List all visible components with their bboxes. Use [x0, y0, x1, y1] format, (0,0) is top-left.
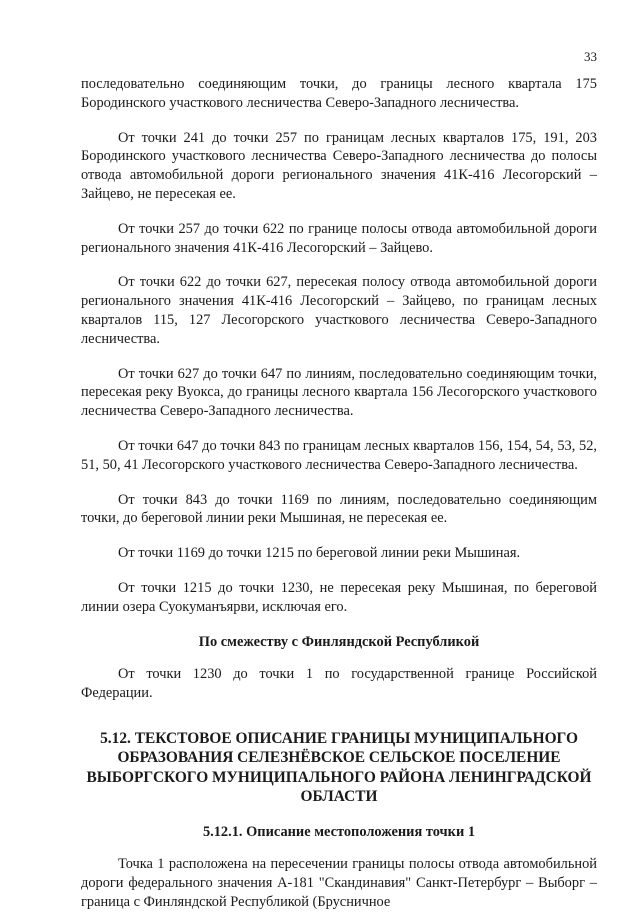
paragraph-continuation: последовательно соединяющим точки, до границы лесного квартала 175 Бородинского участкового лесничества Северо-Западного лесничества. [81, 76, 597, 111]
paragraph-1215-1230: От точки 1215 до точки 1230, не пересекая реку Мышиная, по береговой линии озера Суокуманъярви, исключая его. [81, 579, 597, 615]
paragraph-622-627: От точки 622 до точки 627, пересекая полосу отвода автомобильной дороги регионального значения 41К-416 Лесогорский – Зайцево, по границам лесных кварталов 115, 127 Лесогорского участкового лесничества Северо-Западного лесничества. [81, 274, 597, 347]
subheading-finland: По смежеству с Финляндской Республикой [198, 633, 480, 650]
paragraph-257-622: От точки 257 до точки 622 по границе полосы отвода автомобильной дороги регионального значения 41К-416 Лесогорский – Зайцево. [81, 220, 597, 256]
paragraph-1169-1215: От точки 1169 до точки 1215 по береговой линии реки Мышиная. [118, 545, 521, 562]
paragraph-1230-1: От точки 1230 до точки 1 по государственной границе Российской Федерации. [81, 666, 597, 702]
paragraph-241-257: От точки 241 до точки 257 по границам лесных кварталов 175, 191, 203 Бородинского участкового лесничества Северо-Западного лесничества до полосы отвода автомобильной дороги регионального значения 41К-416 Лесогорский – Зайцево, не пересекая ее. [81, 129, 597, 202]
subsection-title: 5.12.1. Описание местоположения точки 1 [202, 823, 476, 840]
paragraph-843-1169: От точки 843 до точки 1169 по линиям, последовательно соединяющим точки, до береговой линии реки Мышиная, не пересекая ее. [81, 491, 597, 527]
paragraph-647-843: От точки 647 до точки 843 по границам лесных кварталов 156, 154, 54, 53, 52, 51, 50, 41 Лесогорского участкового лесничества Северо-Западного лесничества. [81, 437, 597, 473]
paragraph-627-647: От точки 627 до точки 647 по линиям, последовательно соединяющим точки, пересекая реку Вуокса, до границы лесного квартала 156 Лесогорского участкового лесничества Северо-Западного лесничества. [81, 365, 597, 420]
page-number: 33 [584, 49, 597, 64]
section-title: 5.12. ТЕКСТОВОЕ ОПИСАНИЕ ГРАНИЦЫ МУНИЦИПАЛЬНОГО ОБРАЗОВАНИЯ СЕЛЕЗНЁВСКОЕ СЕЛЬСКОЕ ПОСЕЛЕНИЕ ВЫБОРГСКОГО МУНИЦИПАЛЬНОГО РАЙОНА ЛЕНИНГРАДСКОЙ ОБЛАСТИ [86, 729, 592, 806]
document-body [81, 75, 597, 912]
paragraph-point-1: Точка 1 расположена на пересечении границы полосы отвода автомобильной дороги федерального значения А-181 "Скандинавия" Санкт-Петербург – Выборг – граница с Финляндской Республикой (Брусничное [81, 856, 597, 910]
